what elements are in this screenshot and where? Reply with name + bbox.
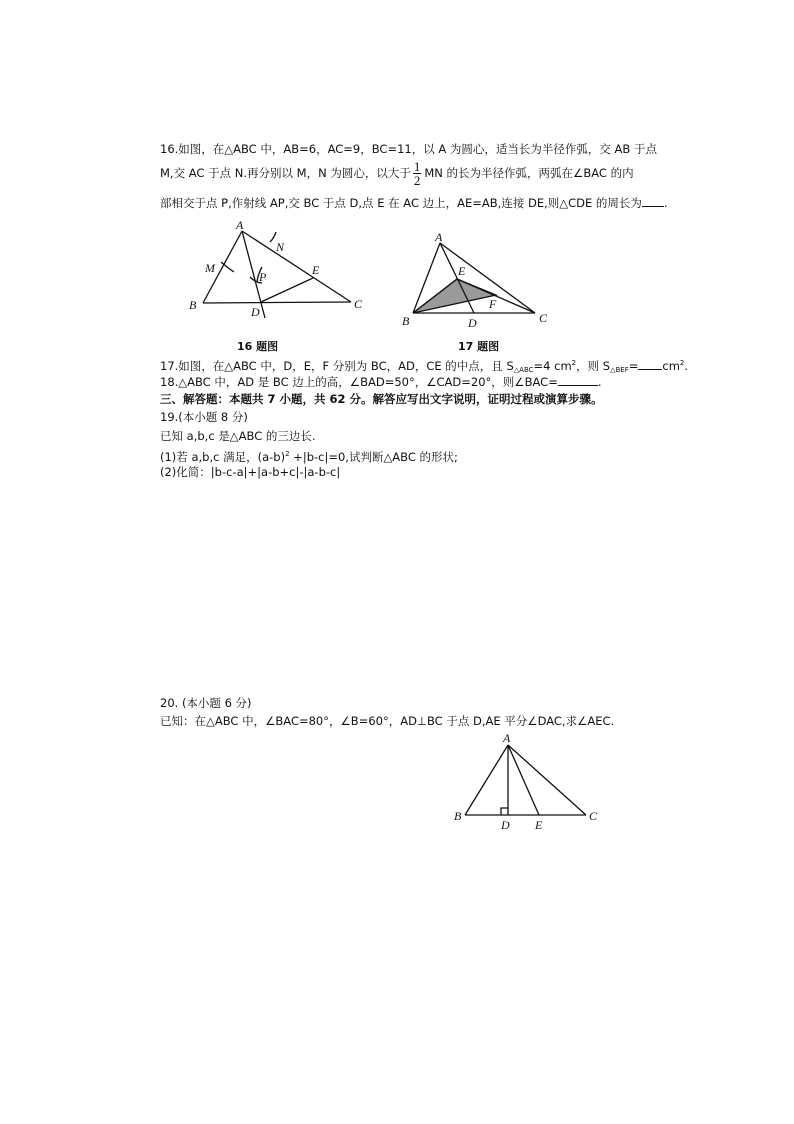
q17-text1: 17.如图，在△ABC 中，D，E，F 分别为 BC，AD，CE 的中点，且 S [160,359,514,373]
half-fraction [413,160,422,187]
fraction-numerator: 1 [413,159,421,174]
fig16-label-c: C [354,297,363,311]
q16-line2 [160,160,634,187]
fig17-label-f: F [489,297,497,311]
fig20-side-ab [465,745,508,815]
q16-line3-end: . [663,196,668,210]
fig16-label-a: A [236,218,244,232]
q19-part1-post: +|b-c|=0,试判断△ABC 的形状; [289,450,458,464]
q17-sub-bef: △BEF [610,366,629,374]
fig16-label-m: M [205,261,215,275]
fig20-bisector-ae [508,745,539,815]
fig20-label-d: D [501,818,510,832]
fig16-label-d: D [251,305,260,319]
q17-sub-abc: △ABC [513,366,534,374]
fig16-caption: 16 题图 [237,340,279,353]
fig20-label-e: E [535,818,543,832]
fig17-label-a: A [435,230,443,244]
section-3-header: 三、解答题：本题共 7 小题，共 62 分。解答应写出文字说明，证明过程或演算步骤。 [160,392,603,406]
q16-line2-pre: M,交 AC 于点 N.再分别以 M，N 为圆心，以大于 [160,166,411,180]
q17-sup2: 2 [679,359,685,367]
figure-17 [398,225,558,330]
fig20-label-c: C [589,809,598,823]
fig16-label-n: N [276,240,285,254]
q17-text4: = [628,359,639,373]
q19-part1-sup: 2 [285,450,290,458]
fig20-label-a: A [503,731,511,745]
q20-text: 已知：在△ABC 中，∠BAC=80°，∠B=60°，AD⊥BC 于点 D,AE 平分∠DAC,求∠AEC. [160,714,615,728]
fig16-label-b: B [189,298,197,312]
q17-text5: cm [662,359,680,373]
fig20-side-ac [508,745,586,815]
fig16-label-e: E [312,263,320,277]
q18-text: 18.△ABC 中，AD 是 BC 边上的高，∠BAD=50°，∠CAD=20°，则∠BAC= [160,375,558,389]
q19-given: 已知 a,b,c 是△ABC 的三边长. [160,429,316,443]
q16-line3 [160,195,668,210]
fig17-label-e: E [458,264,466,278]
fig17-shaded-triangle-bef [413,279,496,313]
q16-line3-text: 部相交于点 P,作射线 AP,交 BC 于点 D,点 E 在 AC 边上，AE=AB,连接 DE,则△CDE 的周长为 [160,196,642,210]
fig17-caption: 17 题图 [458,340,500,353]
q16-line1: 16.如图，在△ABC 中，AB=6，AC=9，BC=11，以 A 为圆心，适当长为半径作弧，交 AB 于点 [160,142,657,156]
q18-end: . [597,375,602,389]
fig17-label-c: C [539,311,548,325]
q16-answer-blank [642,195,664,207]
q16-line2-post: MN 的长为半径作弧，两弧在∠BAC 的内 [424,166,634,180]
q18-line [160,374,601,389]
q19-part2: (2)化简：|b-c-a|+|a-b+c|-|a-b-c| [160,465,341,479]
figure-20 [450,730,600,830]
fig16-side-bc [203,302,351,303]
q19-part1 [160,447,458,464]
q18-answer-blank [558,374,598,386]
figure-16 [185,215,375,325]
q17-answer-blank [638,358,662,370]
q17-sup1: 2 [571,359,577,367]
fig16-label-p: P [259,270,267,284]
fig17-label-b: B [402,314,410,328]
fig20-right-angle-mark [501,808,508,815]
q19-part1-pre: (1)若 a,b,c 满足，(a-b) [160,450,286,464]
fig16-segment-de [261,278,313,302]
fig17-label-d: D [468,316,477,330]
fig20-label-b: B [454,809,462,823]
q17-text2: =4 cm [533,359,572,373]
q19-header: 19.(本小题 8 分) [160,410,248,424]
q17-text6: . [684,359,689,373]
q20-header: 20. (本小题 6 分) [160,696,252,710]
q17-text3: ，则 S [576,359,611,373]
fraction-denominator: 2 [413,173,421,188]
